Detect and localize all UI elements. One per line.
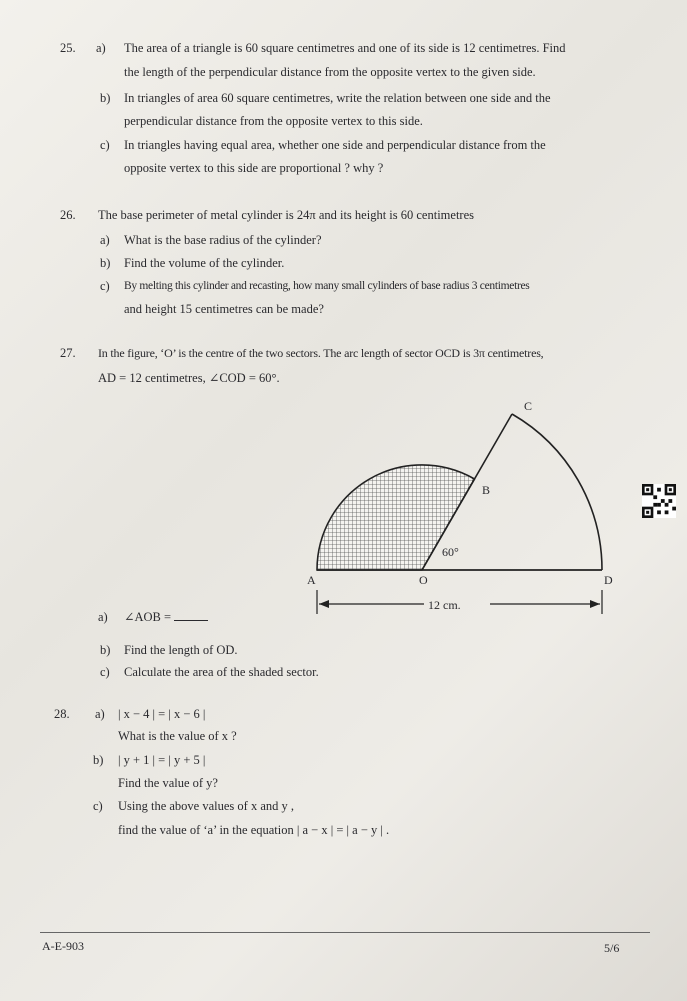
q27-a-row (124, 609, 208, 625)
dim-arrow-left (319, 600, 329, 608)
point-a-label: A (307, 573, 316, 587)
q25-a-label: a) (96, 41, 106, 55)
q25-b-line1: In triangles of area 60 square centimetres, write the relation between one side and the (124, 91, 551, 105)
q26-c-label: c) (100, 279, 110, 293)
q28-c-line1: Using the above values of x and y , (118, 799, 295, 813)
q28-a-equation: | x − 4 | = | x − 6 | (118, 707, 206, 721)
q25-c-line2: opposite vertex to this side are proportional ? why ? (124, 161, 384, 175)
footer-code: A-E-903 (42, 939, 84, 953)
dimension-label: 12 cm. (428, 598, 461, 612)
q27-number: 27. (60, 346, 76, 360)
q26-stem: The base perimeter of metal cylinder is 24π and its height is 60 centimetres (98, 208, 474, 222)
answer-blank (174, 610, 208, 621)
q28-b-label: b) (93, 753, 104, 767)
q27-stem-line1: In the figure, ‘O’ is the centre of the two sectors. The arc length of sector OCD is 3π centimetres, (98, 346, 544, 360)
q27-b: Find the length of OD. (124, 643, 238, 657)
q25-c-label: c) (100, 138, 110, 152)
q25-a-line1: The area of a triangle is 60 square centimetres and one of its side is 12 centimetres. Find (124, 41, 566, 55)
q28-a-label: a) (95, 707, 105, 721)
q27-stem-line2: AD = 12 centimetres, ∠COD = 60°. (98, 371, 280, 385)
sector-figure (296, 388, 626, 628)
point-b-label: B (482, 483, 491, 497)
dim-arrow-right (590, 600, 600, 608)
q27-a: ∠AOB = (124, 610, 175, 624)
arc-cd (512, 414, 602, 570)
q26-a: What is the base radius of the cylinder? (124, 233, 322, 247)
angle-label: 60° (442, 545, 459, 559)
q28-number: 28. (54, 707, 70, 721)
q27-a-label: a) (98, 610, 108, 624)
qr-code (642, 484, 676, 518)
q28-c-label: c) (93, 799, 103, 813)
q26-c-line1: By melting this cylinder and recasting, how many small cylinders of base radius 3 centimetres (124, 280, 530, 292)
q26-b-label: b) (100, 256, 111, 270)
q26-c-line2: and height 15 centimetres can be made? (124, 302, 324, 316)
q28-b-question: Find the value of y? (118, 776, 218, 790)
q28-c-line2: find the value of ‘a’ in the equation | a − x | = | a − y | . (118, 823, 390, 837)
q27-c-label: c) (100, 665, 110, 679)
q26-number: 26. (60, 208, 76, 222)
q25-b-label: b) (100, 91, 111, 105)
point-d-label: D (604, 573, 613, 587)
q28-a-question: What is the value of x ? (118, 729, 237, 743)
q25-number: 25. (60, 41, 76, 55)
q25-b-line2: perpendicular distance from the opposite vertex to this side. (124, 114, 423, 128)
q26-a-label: a) (100, 233, 110, 247)
q28-b-equation: | y + 1 | = | y + 5 | (118, 753, 206, 767)
footer-rule (40, 932, 650, 933)
q25-a-line2: the length of the perpendicular distance from the opposite vertex to the given side. (124, 65, 536, 79)
q27-b-label: b) (100, 643, 111, 657)
point-c-label: C (524, 399, 533, 413)
q25-c-line1: In triangles having equal area, whether one side and perpendicular distance from the (124, 138, 546, 152)
q27-c: Calculate the area of the shaded sector. (124, 665, 319, 679)
q26-b: Find the volume of the cylinder. (124, 256, 285, 270)
point-o-label: O (419, 573, 428, 587)
footer-page-number: 5/6 (604, 941, 620, 955)
